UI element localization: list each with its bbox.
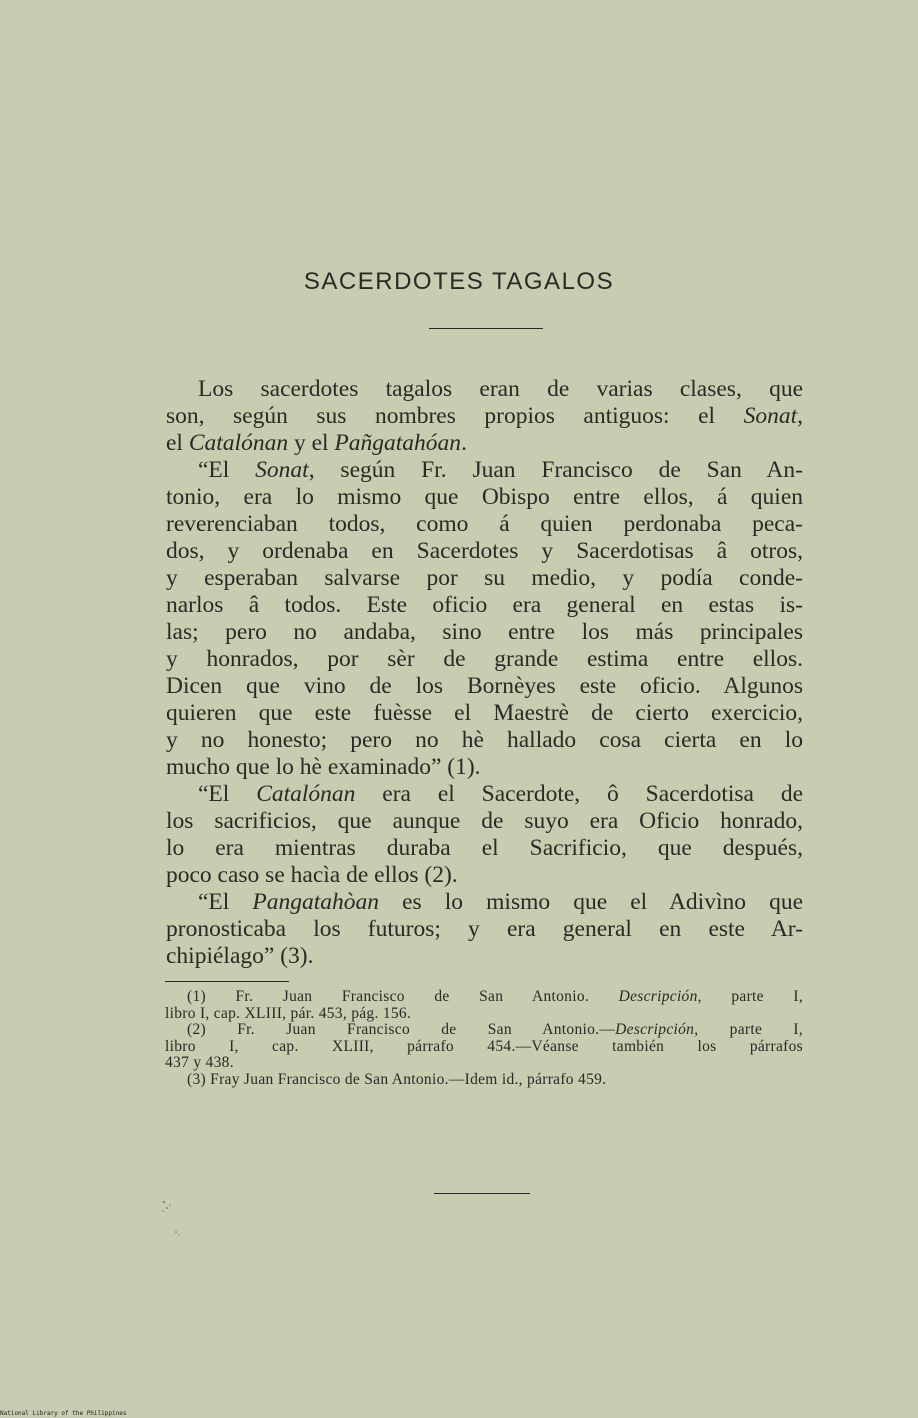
body-line: “El Sonat, según Fr. Juan Francisco de San An- [198, 457, 803, 483]
body-line: mucho que lo hè examinado” (1). [166, 754, 481, 780]
italic-term: Catalónan [256, 781, 356, 807]
italic-term: Sonat [255, 457, 309, 483]
footnote-line: (1) Fr. Juan Francisco de San Antonio. Descripción, parte I, [187, 988, 804, 1005]
footnotes [165, 989, 803, 1088]
body-line: Los sacerdotes tagalos eran de varias clases, que [198, 376, 803, 402]
body-line: Dicen que vino de los Bornèyes este oficio. Algunos [166, 673, 803, 699]
footnote-rule [165, 981, 289, 982]
body-line: dos, y ordenaba en Sacerdotes y Sacerdotisas â otros, [166, 538, 803, 564]
body-line: y esperaban salvarse por su medio, y podía conde- [166, 565, 803, 591]
footnote-line: libro I, cap. XLIII, pár. 453, pág. 156. [165, 1004, 412, 1022]
body-line: las; pero no andaba, sino entre los más principales [166, 619, 803, 645]
body-line: pronosticaba los futuros; y era general en este Ar- [166, 916, 803, 942]
body-line: lo era mientras duraba el Sacrificio, que después, [166, 835, 803, 861]
body-line: y no honesto; pero no hè hallado cosa cierta en lo [166, 727, 803, 753]
footnote-line: (3) Fray Juan Francisco de San Antonio.—Idem id., párrafo 459. [187, 1070, 607, 1088]
body-line: narlos â todos. Este oficio era general en estas is- [166, 592, 803, 618]
title-rule [429, 328, 543, 329]
page-title: SACERDOTES TAGALOS [303, 268, 615, 295]
end-rule [434, 1193, 530, 1194]
body-line: el Catalónan y el Pañgatahóan. [166, 430, 467, 456]
italic-term: Descripción [615, 1021, 695, 1038]
body-text [166, 376, 803, 970]
footnote-line: 437 y 438. [165, 1054, 234, 1071]
body-line: y honrados, por sèr de grande estima entre ellos. [166, 646, 803, 672]
body-line: son, según sus nombres propios antiguos: el Sonat, [166, 403, 803, 429]
footnote-line: libro I, cap. XLIII, párrafo 454.—Véanse también los párrafos [165, 1037, 803, 1055]
italic-term: Catalónan [188, 430, 289, 456]
italic-term: Pangatahòan [252, 889, 380, 915]
italic-term: Pañgatahóan [334, 430, 462, 456]
body-line: “El Catalónan era el Sacerdote, ô Sacerdotisa de [198, 781, 803, 807]
body-line: reverenciaban todos, como á quien perdonaba peca- [166, 511, 803, 537]
page-speck-marks [160, 1196, 190, 1246]
italic-term: Sonat [743, 403, 798, 429]
body-line: “El Pangatahòan es lo mismo que el Adivìno que [198, 889, 803, 915]
footer-credit: National Library of the Philippines [0, 1410, 127, 1417]
body-line: poco caso se hacìa de ellos (2). [166, 862, 458, 888]
body-line: quieren que este fuèsse el Maestrè de cierto exercicio, [166, 700, 803, 726]
italic-term: Descripción [618, 988, 698, 1005]
body-line: chipiélago” (3). [166, 943, 314, 969]
footnote-line: (2) Fr. Juan Francisco de San Antonio.—Descripción, parte I, [187, 1021, 804, 1038]
body-line: tonio, era lo mismo que Obispo entre ellos, á quien [166, 484, 803, 510]
body-line: los sacrificios, que aunque de suyo era Oficio honrado, [166, 808, 803, 834]
